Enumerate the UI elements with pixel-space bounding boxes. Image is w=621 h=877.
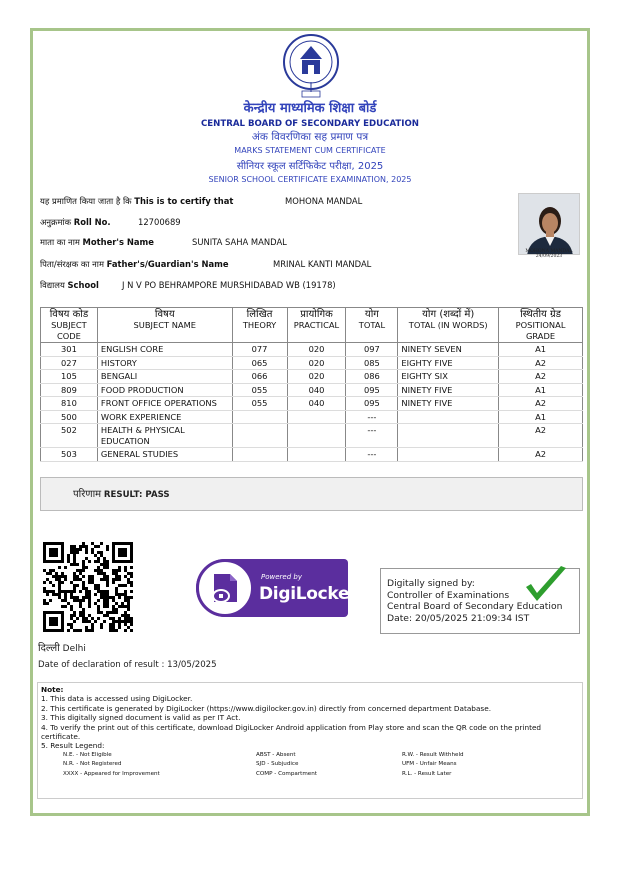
positional-grade: A1 <box>499 410 583 424</box>
legend-item: R.L. - Result Later <box>402 770 452 777</box>
roll-line <box>40 217 181 228</box>
table-header-row <box>41 308 583 343</box>
positional-grade: A1 <box>499 343 583 357</box>
header-total: योग TOTAL <box>346 308 398 343</box>
positional-grade: A2 <box>499 356 583 370</box>
subject-name: BENGALI <box>97 370 232 384</box>
roll-label-hindi: अनुक्रमांक <box>40 217 72 227</box>
theory-marks: 055 <box>232 397 287 411</box>
practical-marks <box>287 448 346 462</box>
place <box>38 640 86 654</box>
theory-marks: 065 <box>232 356 287 370</box>
document-title-english: MARKS STATEMENT CUM CERTIFICATE <box>234 146 386 155</box>
theory-marks <box>232 448 287 462</box>
photo-caption-date: 24/09/2023 <box>535 254 563 259</box>
father-label-english: Father's/Guardian's Name <box>106 259 229 269</box>
legend-item: R.W. - Result Withheld <box>402 751 464 758</box>
digilocker-name: DigiLocker <box>259 584 358 604</box>
digilocker-badge <box>196 559 358 617</box>
practical-marks: 020 <box>287 370 346 384</box>
practical-marks: 020 <box>287 343 346 357</box>
total-in-words: NINETY FIVE <box>398 383 499 397</box>
signature-line-2: Controller of Examinations <box>387 589 510 601</box>
place-hindi: दिल्ली <box>38 643 60 654</box>
document-title-hindi: अंक विवरणिका सह प्रमाण पत्र <box>251 131 369 143</box>
subject-code: 503 <box>41 448 98 462</box>
signature-date: Date: 20/05/2025 21:09:34 IST <box>387 612 530 624</box>
mother-line <box>40 237 287 248</box>
notes-box <box>37 682 583 799</box>
subject-name: WORK EXPERIENCE <box>97 410 232 424</box>
total-marks: --- <box>346 448 398 462</box>
school-label-hindi: विद्यालय <box>40 280 65 290</box>
student-photo <box>518 193 580 255</box>
subject-name: FRONT OFFICE OPERATIONS <box>97 397 232 411</box>
mother-label-hindi: माता का नाम <box>40 237 80 247</box>
note-item: 1. This data is accessed using DigiLocker. <box>41 694 193 704</box>
signature-line-1: Digitally signed by: <box>387 578 475 589</box>
note-item: 5. Result Legend: <box>41 741 105 751</box>
header-grade: स्थितीय ग्रेड POSITIONAL GRADE <box>499 308 583 343</box>
subject-code: 502 <box>41 424 98 448</box>
table-row <box>41 397 583 411</box>
subject-code: 027 <box>41 356 98 370</box>
header-practical: प्रायोगिक PRACTICAL <box>287 308 346 343</box>
subject-code: 500 <box>41 410 98 424</box>
notes-title: Note: <box>41 685 64 694</box>
certify-line <box>40 196 363 207</box>
marks-table <box>40 307 583 462</box>
total-marks: --- <box>346 424 398 448</box>
subject-name: HEALTH & PHYSICAL EDUCATION <box>97 424 232 448</box>
qr-code[interactable] <box>43 542 134 632</box>
subject-name: FOOD PRODUCTION <box>97 383 232 397</box>
photo-caption-name: MOHONA MANDAL <box>525 249 573 254</box>
theory-marks: 077 <box>232 343 287 357</box>
legend-item: XXXX - Appeared for Improvement <box>63 770 160 777</box>
legend-item: ABST - Absent <box>256 751 296 758</box>
total-in-words: NINETY SEVEN <box>398 343 499 357</box>
place-english: Delhi <box>62 644 86 654</box>
school-line <box>40 280 336 291</box>
practical-marks: 040 <box>287 397 346 411</box>
practical-marks <box>287 410 346 424</box>
total-in-words <box>398 448 499 462</box>
positional-grade: A2 <box>499 397 583 411</box>
header-total-words: योग (शब्दों में) TOTAL (IN WORDS) <box>398 308 499 343</box>
total-marks: 085 <box>346 356 398 370</box>
table-row <box>41 356 583 370</box>
total-in-words: EIGHTY SIX <box>398 370 499 384</box>
table-row <box>41 410 583 424</box>
total-in-words: EIGHTY FIVE <box>398 356 499 370</box>
mother-name: SUNITA SAHA MANDAL <box>192 237 287 247</box>
result-box <box>40 477 583 511</box>
board-name-hindi: केन्द्रीय माध्यमिक शिक्षा बोर्ड <box>243 101 377 116</box>
positional-grade: A2 <box>499 424 583 448</box>
school-label-english: School <box>67 280 99 290</box>
father-label-hindi: पिता/संरक्षक का नाम <box>40 259 104 269</box>
table-row <box>41 448 583 462</box>
check-icon <box>523 563 569 609</box>
total-marks: 095 <box>346 383 398 397</box>
subject-code: 809 <box>41 383 98 397</box>
result-status: RESULT: PASS <box>103 490 170 500</box>
theory-marks <box>232 410 287 424</box>
header-subject-name: विषय SUBJECT NAME <box>97 308 232 343</box>
header-subject-code: विषय कोड SUBJECT CODE <box>41 308 98 343</box>
table-row <box>41 424 583 448</box>
legend-item: UFM - Unfair Means <box>402 761 457 768</box>
subject-code: 105 <box>41 370 98 384</box>
total-marks: 095 <box>346 397 398 411</box>
subject-name: ENGLISH CORE <box>97 343 232 357</box>
positional-grade: A2 <box>499 448 583 462</box>
practical-marks: 040 <box>287 383 346 397</box>
subject-name: GENERAL STUDIES <box>97 448 232 462</box>
mother-label-english: Mother's Name <box>82 237 154 247</box>
school-name: J N V PO BEHRAMPORE MURSHIDABAD WB (19178) <box>122 280 336 290</box>
subject-code: 810 <box>41 397 98 411</box>
practical-marks <box>287 424 346 448</box>
certify-label-english: This is to certify that <box>134 196 234 206</box>
positional-grade: A1 <box>499 383 583 397</box>
table-row <box>41 383 583 397</box>
certify-label-hindi: यह प्रमाणित किया जाता है कि <box>40 196 132 206</box>
digital-signature-box <box>380 568 580 634</box>
roll-number: 12700689 <box>138 217 181 227</box>
total-in-words: NINETY FIVE <box>398 397 499 411</box>
digilocker-icon <box>196 559 254 617</box>
signature-line-3: Central Board of Secondary Education <box>387 601 563 612</box>
positional-grade: A2 <box>499 370 583 384</box>
note-item: 4. To verify the print out of this certificate, download DigiLocker Android application from Play store and scan the QR code on the printed certificate. <box>41 722 542 742</box>
theory-marks <box>232 424 287 448</box>
theory-marks: 066 <box>232 370 287 384</box>
table-row <box>41 343 583 357</box>
practical-marks: 020 <box>287 356 346 370</box>
declaration-date: Date of declaration of result : 13/05/2025 <box>38 660 217 670</box>
total-in-words <box>398 424 499 448</box>
digilocker-powered-by: Powered by <box>261 573 302 581</box>
theory-marks: 055 <box>232 383 287 397</box>
subject-code: 301 <box>41 343 98 357</box>
roll-label-english: Roll No. <box>73 217 111 227</box>
exam-name-hindi: सीनियर स्कूल सर्टिफिकेट परीक्षा, 2025 <box>236 161 384 172</box>
legend-item: N.E. - Not Eligible <box>63 751 112 758</box>
legend-item: N.R. - Not Registered <box>63 761 122 768</box>
legend-item: COMP - Compartment <box>256 770 317 777</box>
father-line <box>40 259 372 270</box>
header-theory: लिखित THEORY <box>232 308 287 343</box>
note-item: 2. This certificate is generated by DigiLocker (https://www.digilocker.gov.in) directly from concerned department Database. <box>41 703 492 713</box>
student-name: MOHONA MANDAL <box>285 196 363 206</box>
cbse-logo <box>280 32 342 100</box>
subject-name: HISTORY <box>97 356 232 370</box>
result-label-hindi: परिणाम <box>73 489 102 500</box>
total-in-words <box>398 410 499 424</box>
exam-name-english: SENIOR SCHOOL CERTIFICATE EXAMINATION, 2025 <box>208 175 412 184</box>
total-marks: --- <box>346 410 398 424</box>
note-item: 3. This digitally signed document is valid as per IT Act. <box>41 713 241 723</box>
total-marks: 097 <box>346 343 398 357</box>
board-name-english: CENTRAL BOARD OF SECONDARY EDUCATION <box>201 119 419 129</box>
father-name: MRINAL KANTI MANDAL <box>273 259 372 269</box>
photo-caption <box>518 249 580 259</box>
result-legend <box>41 751 579 779</box>
total-marks: 086 <box>346 370 398 384</box>
legend-item: SJD - Subjudice <box>256 761 299 768</box>
table-row <box>41 370 583 384</box>
